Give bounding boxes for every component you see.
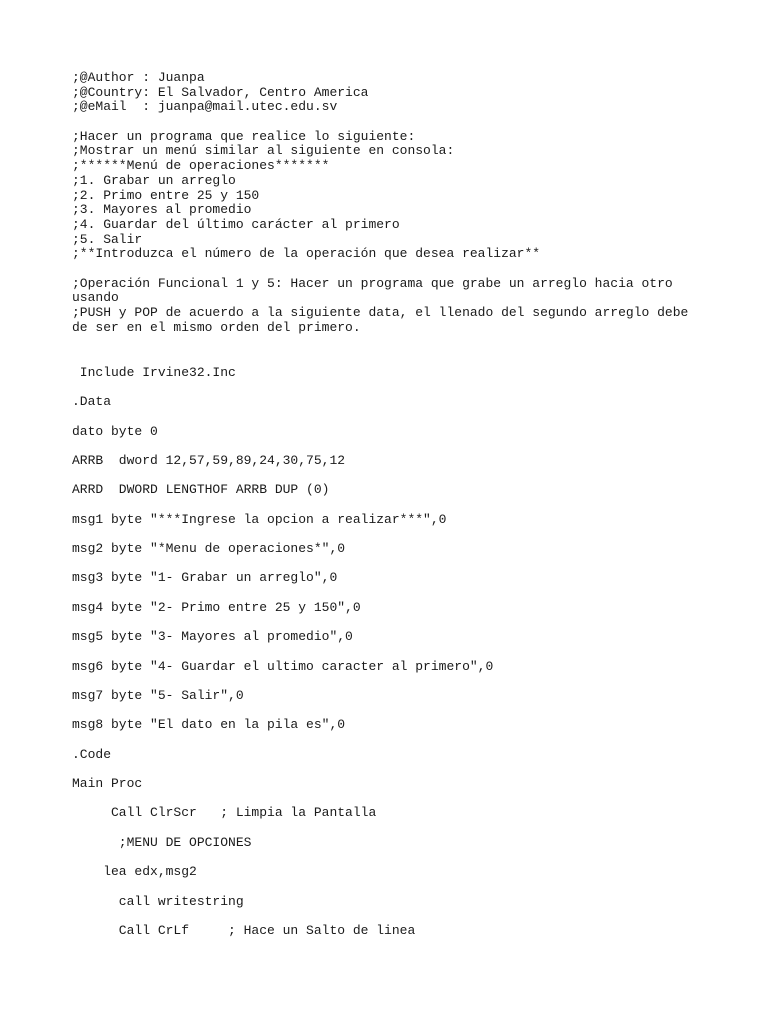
note-line: ;PUSH y POP de acuerdo a la siguiente data, el llenado del segundo arreglo debe de ser en el mismo orden del primero. (72, 305, 697, 335)
code-line: ;MENU DE OPCIONES (72, 834, 252, 850)
code-line: .Data (72, 394, 112, 410)
task-line: ;2. Primo entre 25 y 150 (72, 187, 260, 203)
code-line: msg6 byte "4- Guardar el ultimo caracter al primero",0 (72, 658, 494, 674)
email-line: ;@eMail : juanpa@mail.utec.edu.sv (72, 99, 338, 115)
note-line: ;Operación Funcional 1 y 5: Hacer un programa que grabe un arreglo hacia otro usando (72, 275, 681, 306)
code-line: msg8 byte "El dato en la pila es",0 (72, 717, 346, 733)
task-line: ;1. Grabar un arreglo (72, 172, 236, 188)
code-line: msg2 byte "*Menu de operaciones*",0 (72, 541, 346, 557)
task-description (72, 130, 702, 262)
code-line: Include Irvine32.Inc (72, 364, 236, 380)
code-line: Call ClrScr ; Limpia la Pantalla (72, 805, 377, 821)
task-line: ;4. Guardar del último carácter al primero (72, 216, 400, 232)
code-listing (72, 365, 702, 939)
code-line: Main Proc (72, 776, 143, 792)
code-line: ARRD DWORD LENGTHOF ARRB DUP (0) (72, 482, 330, 498)
author-line: ;@Author : Juanpa (72, 70, 205, 85)
task-line: ;5. Salir (72, 231, 143, 247)
code-line: Call CrLf ; Hace un Salto de linea (72, 922, 416, 938)
code-line: call writestring (72, 893, 244, 909)
task-line: ;Mostrar un menú similar al siguiente en consola: (72, 143, 455, 159)
code-line: .Code (72, 746, 112, 762)
code-line: ARRB dword 12,57,59,89,24,30,75,12 (72, 452, 346, 468)
operation-note (72, 277, 697, 336)
document-body (72, 71, 702, 953)
task-line: ;**Introduzca el número de la operación que desea realizar** (72, 246, 541, 262)
code-line: msg1 byte "***Ingrese la opcion a realizar***",0 (72, 511, 447, 527)
code-line: dato byte 0 (72, 423, 158, 439)
task-line: ;3. Mayores al promedio (72, 202, 252, 218)
country-line: ;@Country: El Salvador, Centro America (72, 84, 369, 100)
author-header (72, 71, 702, 115)
code-line: msg4 byte "2- Primo entre 25 y 150",0 (72, 599, 361, 615)
code-line: msg7 byte "5- Salir",0 (72, 687, 244, 703)
code-line: lea edx,msg2 (72, 864, 197, 880)
code-line: msg3 byte "1- Grabar un arreglo",0 (72, 570, 338, 586)
task-line: ;******Menú de operaciones******* (72, 158, 330, 174)
task-line: ;Hacer un programa que realice lo siguiente: (72, 128, 416, 144)
code-line: msg5 byte "3- Mayores al promedio",0 (72, 629, 353, 645)
